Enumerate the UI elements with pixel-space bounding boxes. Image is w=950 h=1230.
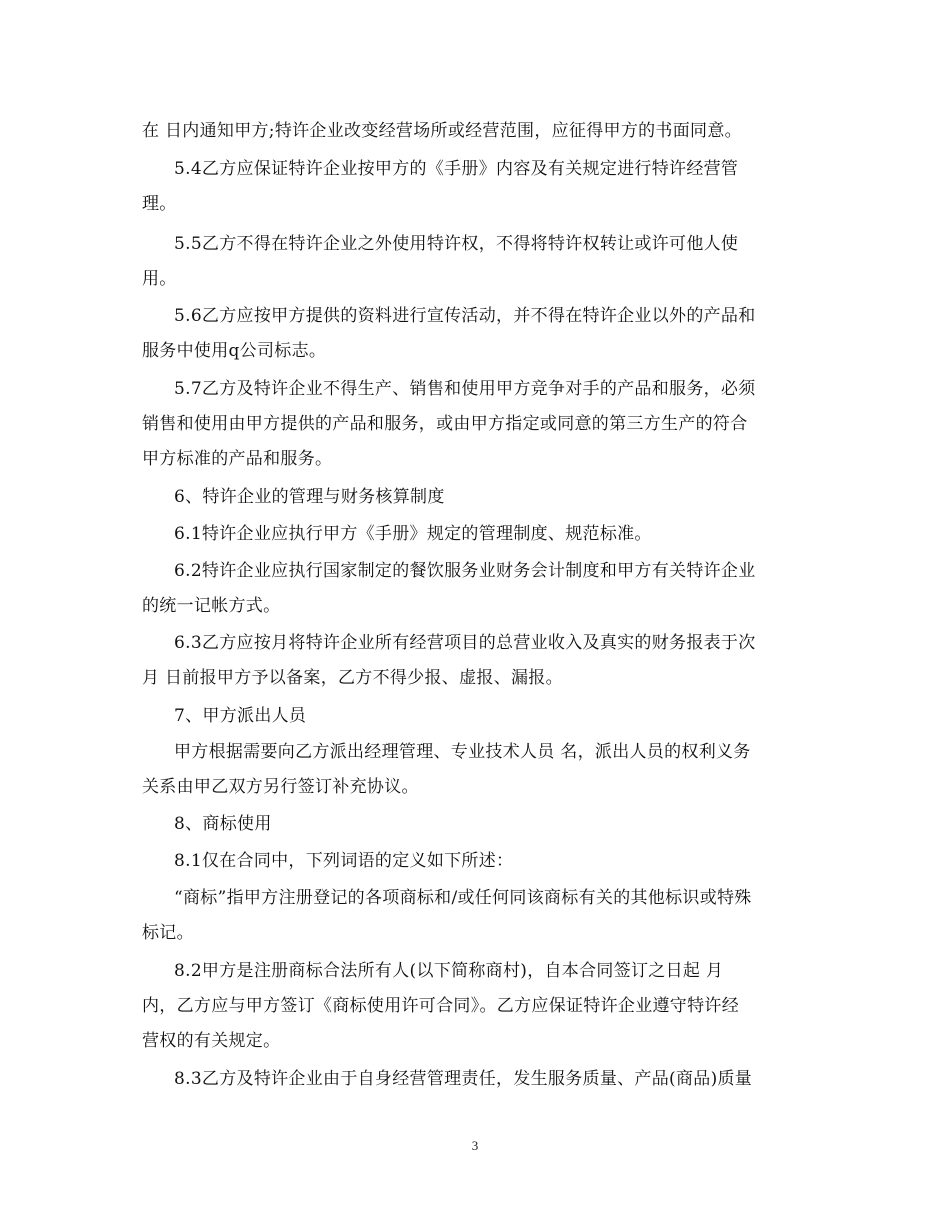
text-line: 甲方标准的产品和服务。 [142, 449, 333, 469]
section-heading: 7、甲方派出人员 [174, 706, 307, 726]
text-line: 营权的有关规定。 [142, 1031, 281, 1051]
text-line: 用。 [142, 269, 177, 289]
text-line: 5.6乙方应按甲方提供的资料进行宣传活动，并不得在特许企业以外的产品和 [174, 306, 756, 326]
text-line: 内，乙方应与甲方签订《商标使用许可合同》。乙方应保证特许企业遵守特许经 [142, 996, 739, 1016]
section-heading: 6、特许企业的管理与财务核算制度 [174, 487, 445, 507]
text-line: 6.3乙方应按月将特许企业所有经营项目的总营业收入及真实的财务报表于次 [174, 633, 756, 653]
text-line: 甲方根据需要向乙方派出经理管理、专业技术人员 名，派出人员的权利义务 [174, 742, 751, 762]
text-line: 6.2特许企业应执行国家制定的餐饮服务业财务会计制度和甲方有关特许企业 [174, 561, 756, 581]
text-line: 关系由甲乙双方另行签订补充协议。 [142, 777, 419, 797]
text-line: 5.4乙方应保证特许企业按甲方的《手册》内容及有关规定进行特许经营管 [174, 159, 739, 179]
text-line: 标记。 [142, 923, 194, 943]
text-line: 在 日内通知甲方;特许企业改变经营场所或经营范围，应征得甲方的书面同意。 [142, 121, 742, 141]
page-number: 3 [471, 1138, 479, 1153]
section-heading: 8、商标使用 [174, 814, 272, 834]
text-line: “商标”指甲方注册登记的各项商标和/或任何同该商标有关的其他标识或特殊 [174, 888, 752, 908]
text-line: 服务中使用q公司标志。 [142, 341, 327, 361]
text-line: 5.7乙方及特许企业不得生产、销售和使用甲方竞争对手的产品和服务，必须 [174, 379, 756, 399]
text-line: 的统一记帐方式。 [142, 596, 281, 616]
text-line: 月 日前报甲方予以备案，乙方不得少报、虚报、漏报。 [142, 668, 563, 688]
text-line: 6.1特许企业应执行甲方《手册》规定的管理制度、规范标准。 [174, 524, 652, 544]
text-line: 8.1仅在合同中，下列词语的定义如下所述： [174, 851, 514, 871]
text-line: 理。 [142, 194, 177, 214]
text-line: 销售和使用由甲方提供的产品和服务，或由甲方指定或同意的第三方生产的符合 [142, 414, 748, 434]
text-line: 5.5乙方不得在特许企业之外使用特许权，不得将特许权转让或许可他人使 [174, 234, 739, 254]
text-line: 8.2甲方是注册商标合法所有人(以下简称商村)，自本合同签订之日起 月 [174, 961, 724, 981]
text-line: 8.3乙方及特许企业由于自身经营管理责任，发生服务质量、产品(商品)质量 [174, 1069, 753, 1089]
